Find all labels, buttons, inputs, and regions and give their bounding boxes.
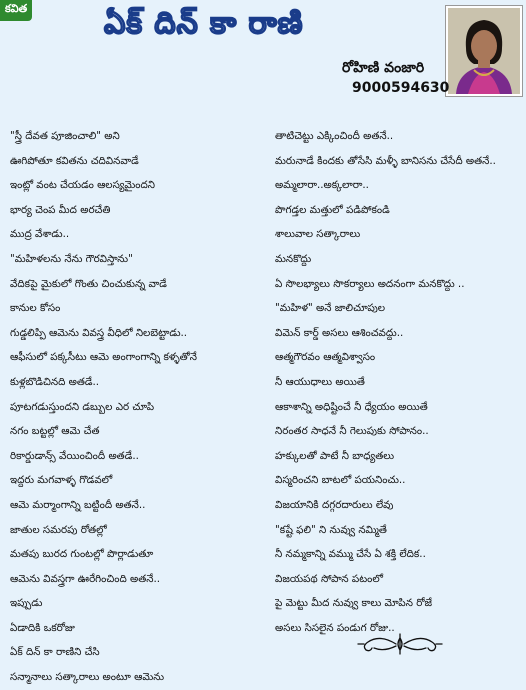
poem-line: విజయానికి దగ్గరదారులు లేవు <box>275 498 394 511</box>
poem-line: నగం బట్టల్లో ఆమె చేత <box>10 425 100 438</box>
poem-line: "స్త్రీ దేవత పూజించాలి" అని <box>10 130 120 142</box>
poem-line: గుడ్డలిప్పి ఆమెను వివస్త్ర వీధిలో నిలబెట్టాడు.. <box>10 326 188 339</box>
poem-line: పై మెట్టు మీద నువ్వు కాలు మోపిన రోజే <box>275 597 433 610</box>
author-phone: 9000594630 <box>352 80 450 96</box>
poem-left-column <box>10 124 260 690</box>
poem-line: "మహిళ" అనే జాలిచూపుల <box>275 302 386 315</box>
poem-line: ఆమె మర్మాంగాన్ని బట్టిందీ అతనే.. <box>10 498 146 511</box>
poem-line: ఆత్మగౌరవం ఆత్మవిశ్వాసం <box>275 351 376 364</box>
poem-line: వేదికపై మైకులో గొంతు చించుకున్న వాడే <box>10 277 167 290</box>
poem-line: విస్మరించని బాటలో పయనించు.. <box>275 474 406 487</box>
poem-line: ఆమెను వివస్త్రగా ఊరేగించింది అతనే.. <box>10 572 161 585</box>
poem-line: "కష్టే ఫలి" ని నువ్వు నమ్మితే <box>275 523 387 536</box>
poem-right-column <box>275 124 525 640</box>
poem-line: పొగడ్తల మత్తులో పడిపోకండి <box>275 203 390 216</box>
poem-line: ఏడాదికి ఒకరోజు <box>10 621 75 634</box>
poem-line: అసలు సిసలైన పండుగ రోజు.. <box>275 621 395 634</box>
author-name: రోహిణి వంజారి <box>342 60 425 76</box>
poem-line: శాలువాల సత్కారాలు <box>275 228 361 241</box>
poem-line: నిరంతర సాధనే నీ గెలుపుకు సోపానం.. <box>275 425 429 438</box>
poem-line: "మహిళలను నేను గౌరవిస్తాను" <box>10 252 133 265</box>
poem-line: అమ్మలారా..అక్కలారా.. <box>275 179 369 192</box>
poem-line: కుళ్లబొడిచినది అతడే.. <box>10 375 100 388</box>
poem-line: నీ ఆయుధాలు అయితే <box>275 375 365 388</box>
poem-line: ముద్ర వేశాడు.. <box>10 228 70 241</box>
poem-line: పూటగడుస్తుందని డబ్బుల ఎర చూపి <box>10 400 155 413</box>
poem-line: హక్కులతో పాటే నీ బాధ్యతలు <box>275 449 395 462</box>
poem-line: ఇప్పుడు <box>10 597 43 610</box>
poem-line: ఆఫీసులో పక్కసీటు ఆమె అంగాంగాన్ని కళ్ళతోనే <box>10 351 197 364</box>
poem-line: తాటిచెట్టు ఎక్కించిందీ అతనే.. <box>275 130 394 142</box>
poem-line: రికార్డుడాన్స్ వేయించిందీ అతడే.. <box>10 449 139 462</box>
poem-line: మనకొద్దు <box>275 252 312 265</box>
poem-line: విజయపథ సోపాన పటంలో <box>275 572 384 585</box>
poem-line: ఊగిపోతూ కవితను చదివినవాడే <box>10 154 139 167</box>
category-tag: కవిత <box>0 0 32 21</box>
poem-line: కానుల కోసం <box>10 302 61 315</box>
author-photo <box>446 6 522 96</box>
poem-line: సన్మానాలు సత్కారాలు అంటూ ఆమెను <box>10 671 165 684</box>
poem-line: విమెన్ కార్డ్ అసలు ఆశించవద్దు.. <box>275 326 404 339</box>
poem-line: మరునాడే కిందకు తోసేసి మళ్ళీ బానిసను చేసేదీ అతనే.. <box>275 154 496 167</box>
poem-line: ఆకాశాన్ని అధిష్టించే నీ ధ్యేయం అయితే <box>275 400 428 413</box>
poem-line: నీ నమ్మకాన్ని వమ్ము చేసే ఏ శక్తి లేదిక.. <box>275 548 426 561</box>
poem-line: ఏక్ దిన్ కా రాణిని చేసి <box>10 646 100 659</box>
poem-title: ఏక్ దిన్ కా రాణి <box>104 6 304 41</box>
poem-line: ఇద్దరు మగవాళ్ళ గొడవలో <box>10 474 113 487</box>
poem-line: భార్య చెంప మీద అరచేతి <box>10 203 111 216</box>
end-ornament-icon <box>356 630 444 658</box>
poem-line: ఇంట్లో వంట చేయడం ఆలస్యమైందని <box>10 179 156 192</box>
poem-line: మతపు బురద గుంటల్లో పొర్లాడుతూ <box>10 548 154 561</box>
poem-line: ఏ సొలభ్యాలు సొకర్యాలు అదనంగా మనకొద్దు .. <box>275 277 465 290</box>
poem-line: జాతుల సమరపు రోతల్లో <box>10 523 107 536</box>
